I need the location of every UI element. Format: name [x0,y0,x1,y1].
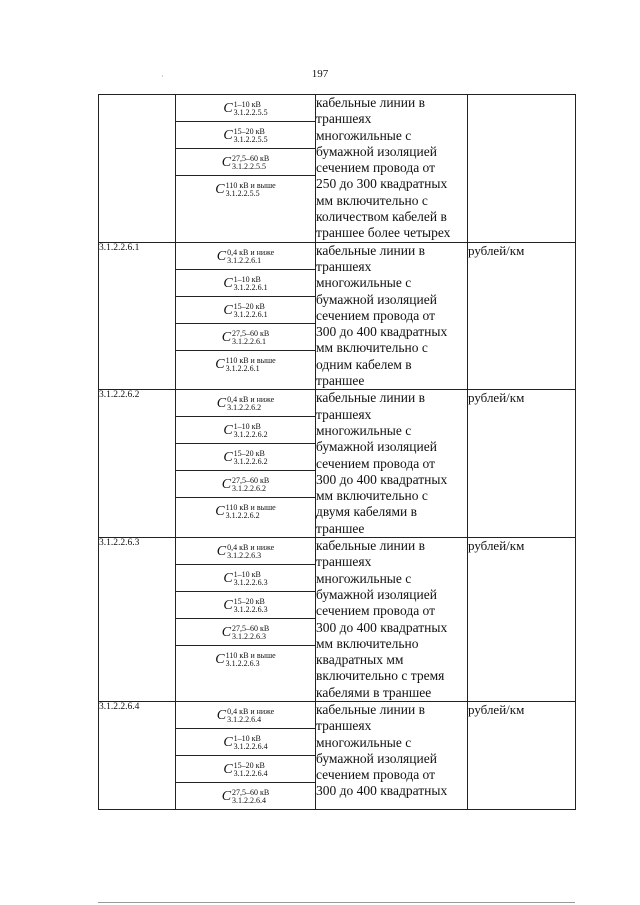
table-row [99,701,576,809]
rate-symbol [223,450,267,466]
symbol-entry [176,417,315,444]
symbol-row [176,296,315,323]
symbol-row [176,444,315,471]
description-line: бумажной изоляцией [316,586,437,602]
voltage-class: 1–10 кВ [233,100,261,109]
description-line: 300 до 400 квадратных [316,324,448,340]
symbol-cell [176,390,316,538]
symbol-subscript: 3.1.2.2.6.3 [232,632,267,642]
symbol-letter: C [223,598,233,614]
symbol-entry [176,538,315,565]
symbol-subscript: 3.1.2.2.6.2 [233,457,268,467]
symbol-indices [232,477,269,493]
symbol-indices [226,357,276,373]
symbol-subscript: 3.1.2.2.6.2 [233,430,268,440]
tariff-table-body [99,95,576,810]
symbol-indices [232,789,269,805]
symbol-letter: C [221,625,232,641]
symbol-letter: C [223,571,233,587]
symbol-row [176,498,315,525]
symbol-row [176,243,315,270]
symbol-row [176,782,315,809]
symbol-row [176,619,315,646]
voltage-class: 0,4 кВ и ниже [227,706,275,716]
symbol-letter: C [221,477,232,493]
symbol-letter: C [223,128,233,143]
description-line: траншее более четырех [316,225,451,241]
symbol-subscript: 3.1.2.2.6.3 [225,659,260,669]
symbol-subscript: 3.1.2.2.6.2 [227,403,262,413]
table-row [99,95,576,243]
row-unit: рублей/км [468,538,576,702]
symbol-entry [176,782,315,809]
symbol-list [176,702,315,809]
symbol-subscript: 3.1.2.2.6.1 [233,282,268,292]
symbol-subscript: 3.1.2.2.6.1 [232,336,267,346]
description-line: 300 до 400 квадратных [316,471,448,487]
symbol-letter: C [223,734,233,750]
symbol-subscript: 3.1.2.2.6.3 [233,605,268,615]
rate-symbol [215,357,275,373]
page-bottom-rule [98,902,575,903]
voltage-class: 15–20 кВ [233,597,265,607]
symbol-letter: C [223,761,233,777]
symbol-letter: C [221,788,232,804]
description-line: кабельные линии в [316,538,425,554]
symbol-row [176,417,315,444]
description-line: многожильные с [316,570,412,586]
voltage-class: 0,4 кВ и ниже [227,543,275,553]
symbol-subscript: 3.1.2.2.6.1 [233,309,268,319]
description-line: 300 до 400 квадратных [316,783,448,799]
symbol-indices [234,571,268,587]
symbol-letter: C [223,101,233,116]
symbol-subscript: 3.1.2.2.5.5 [225,189,260,198]
rate-symbol [222,155,270,171]
table-row [99,538,576,702]
symbol-letter: C [215,182,225,197]
description-line: траншеях [316,406,372,422]
symbol-row [176,176,315,203]
symbol-cell [176,701,316,809]
symbol-indices [234,303,268,319]
symbol-row [176,149,315,176]
symbol-entry [176,243,315,270]
description-line: 250 до 300 квадратных [316,176,448,192]
rate-symbol [223,735,267,751]
symbol-letter: C [216,396,227,412]
symbol-entry [176,565,315,592]
symbol-row [176,728,315,755]
description-line: кабелями в траншее [316,684,432,700]
description-line: бумажной изоляцией [316,439,437,455]
symbol-row [176,646,315,673]
description-line: кабельные линии в [316,95,425,110]
symbol-entry [176,296,315,323]
symbol-subscript: 3.1.2.2.6.4 [233,741,268,751]
symbol-subscript: 3.1.2.2.6.4 [227,714,262,724]
description-line: мм включительно с [316,340,428,356]
symbol-subscript: 3.1.2.2.6.2 [232,484,267,494]
rate-symbol [223,423,267,439]
symbol-indices [227,396,274,412]
symbol-cell [176,242,316,390]
voltage-class: 27,5–60 кВ [232,787,270,797]
symbol-entry [176,498,315,525]
symbol-indices [226,652,276,668]
symbol-indices [234,276,268,292]
symbol-entry [176,390,315,417]
symbol-entry [176,646,315,673]
description-line: многожильные с [316,734,412,750]
voltage-class: 27,5–60 кВ [232,328,270,338]
description-line: траншее [316,520,365,536]
description-line: сечением провода от [316,767,436,783]
rate-symbol [217,708,274,724]
description-line: сечением провода от [316,307,436,323]
voltage-class: 1–10 кВ [233,570,261,580]
row-description [316,95,468,243]
symbol-row [176,565,315,592]
symbol-subscript: 3.1.2.2.6.1 [225,363,260,373]
symbol-letter: C [216,544,227,560]
voltage-class: 15–20 кВ [233,127,265,136]
rate-symbol [217,544,274,560]
voltage-class: 110 кВ и выше [225,355,276,365]
symbol-row [176,269,315,296]
description-line: кабельные линии в [316,390,425,406]
symbol-letter: C [216,248,227,264]
symbol-subscript: 3.1.2.2.5.5 [233,108,268,117]
description-line: сечением провода от [316,603,436,619]
description-line: количеством кабелей в [316,209,447,225]
symbol-indices [234,423,268,439]
rate-symbol [223,303,267,319]
row-unit [468,95,576,243]
description-line: кабельные линии в [316,242,425,258]
symbol-entry [176,95,315,122]
row-code: 3.1.2.2.6.1 [99,242,176,390]
table-row [99,390,576,538]
description-line: мм включительно [316,635,419,651]
symbol-indices [226,504,276,520]
symbol-indices [226,182,276,198]
symbol-list [176,243,315,377]
voltage-class: 27,5–60 кВ [232,154,270,163]
description-line: включительно с тремя [316,668,445,684]
description-line: мм включительно с [316,192,428,208]
symbol-entry [176,471,315,498]
symbol-indices [227,544,274,560]
symbol-entry [176,728,315,755]
row-description [316,242,468,390]
rate-symbol [223,128,267,144]
rate-symbol [217,249,274,265]
voltage-class: 15–20 кВ [233,449,265,459]
symbol-entry [176,619,315,646]
voltage-class: 1–10 кВ [233,733,261,743]
symbol-indices [234,735,268,751]
symbol-letter: C [223,275,233,291]
symbol-letter: C [215,652,225,668]
rate-symbol [215,652,275,668]
description-line: многожильные с [316,127,412,143]
rate-symbol [222,477,270,493]
row-code: 3.1.2.2.6.4 [99,701,176,809]
voltage-class: 15–20 кВ [233,301,265,311]
symbol-indices [234,101,268,117]
symbol-indices [234,450,268,466]
description-line: квадратных мм [316,652,404,668]
symbol-letter: C [221,329,232,345]
symbol-row [176,390,315,417]
rate-symbol [223,762,267,778]
voltage-class: 0,4 кВ и ниже [227,395,275,405]
voltage-class: 15–20 кВ [233,760,265,770]
row-description [316,390,468,538]
symbol-entry [176,269,315,296]
scan-speck: · [161,72,164,81]
row-code: 3.1.2.2.6.3 [99,538,176,702]
row-description [316,701,468,809]
description-line: бумажной изоляцией [316,750,437,766]
symbol-row [176,702,315,729]
symbol-entry [176,755,315,782]
symbol-row [176,538,315,565]
description-line: двумя кабелями в [316,504,417,520]
symbol-subscript: 3.1.2.2.6.2 [225,511,260,521]
symbol-row [176,122,315,149]
symbol-row [176,350,315,377]
symbol-cell [176,95,316,243]
symbol-indices [232,625,269,641]
rate-symbol [222,330,270,346]
rate-symbol [222,625,270,641]
symbol-cell [176,538,316,702]
symbol-letter: C [223,423,233,439]
description-line: траншеях [316,111,372,127]
description-line: бумажной изоляцией [316,143,437,159]
row-code: 3.1.2.2.6.2 [99,390,176,538]
symbol-subscript: 3.1.2.2.6.4 [233,768,268,778]
symbol-entry [176,149,315,176]
row-unit: рублей/км [468,390,576,538]
description-line: траншеях [316,554,372,570]
symbol-subscript: 3.1.2.2.6.3 [233,578,268,588]
symbol-letter: C [216,707,227,723]
symbol-indices [227,249,274,265]
description-line: 300 до 400 квадратных [316,619,448,635]
symbol-row [176,755,315,782]
table-row [99,242,576,390]
row-unit: рублей/км [468,242,576,390]
description-line: мм включительно с [316,488,428,504]
symbol-subscript: 3.1.2.2.6.4 [232,795,267,805]
symbol-entry [176,592,315,619]
symbol-list [176,538,315,672]
symbol-list [176,95,315,202]
symbol-entry [176,323,315,350]
symbol-letter: C [221,155,232,170]
rate-symbol [217,396,274,412]
description-line: траншее [316,373,365,389]
description-line: сечением провода от [316,455,436,471]
description-line: бумажной изоляцией [316,291,437,307]
symbol-indices [234,128,268,144]
symbol-letter: C [223,450,233,466]
description-line: сечением провода от [316,160,436,176]
page-number: 197 [311,68,329,80]
voltage-class: 27,5–60 кВ [232,476,270,486]
symbol-indices [234,762,268,778]
voltage-class: 27,5–60 кВ [232,624,270,634]
voltage-class: 110 кВ и выше [225,651,276,661]
rate-symbol [223,101,267,117]
symbol-indices [227,708,274,724]
symbol-entry [176,702,315,729]
row-unit: рублей/км [468,701,576,809]
symbol-letter: C [215,356,225,372]
rate-symbol [215,182,275,198]
symbol-subscript: 3.1.2.2.6.3 [227,551,262,561]
rate-symbol [215,504,275,520]
voltage-class: 0,4 кВ и ниже [227,247,275,257]
description-line: траншеях [316,718,372,734]
symbol-indices [232,155,269,171]
symbol-entry [176,122,315,149]
symbol-list [176,390,315,524]
voltage-class: 110 кВ и выше [225,503,276,513]
tariff-table [98,94,576,810]
rate-symbol [222,789,270,805]
description-line: траншеях [316,258,372,274]
symbol-indices [234,598,268,614]
symbol-entry [176,176,315,203]
symbol-subscript: 3.1.2.2.6.1 [227,255,262,265]
symbol-letter: C [223,302,233,318]
description-line: кабельные линии в [316,701,425,717]
rate-symbol [223,571,267,587]
symbol-row [176,95,315,122]
description-line: многожильные с [316,422,412,438]
row-description [316,538,468,702]
symbol-subscript: 3.1.2.2.5.5 [233,135,268,144]
symbol-row [176,323,315,350]
rate-symbol [223,276,267,292]
description-line: одним кабелем в [316,356,412,372]
symbol-subscript: 3.1.2.2.5.5 [232,162,267,171]
symbol-entry [176,444,315,471]
row-code [99,95,176,243]
symbol-indices [232,330,269,346]
voltage-class: 110 кВ и выше [225,181,276,190]
symbol-row [176,471,315,498]
rate-symbol [223,598,267,614]
symbol-entry [176,350,315,377]
symbol-letter: C [215,504,225,520]
voltage-class: 1–10 кВ [233,274,261,284]
symbol-row [176,592,315,619]
voltage-class: 1–10 кВ [233,422,261,432]
description-line: многожильные с [316,275,412,291]
